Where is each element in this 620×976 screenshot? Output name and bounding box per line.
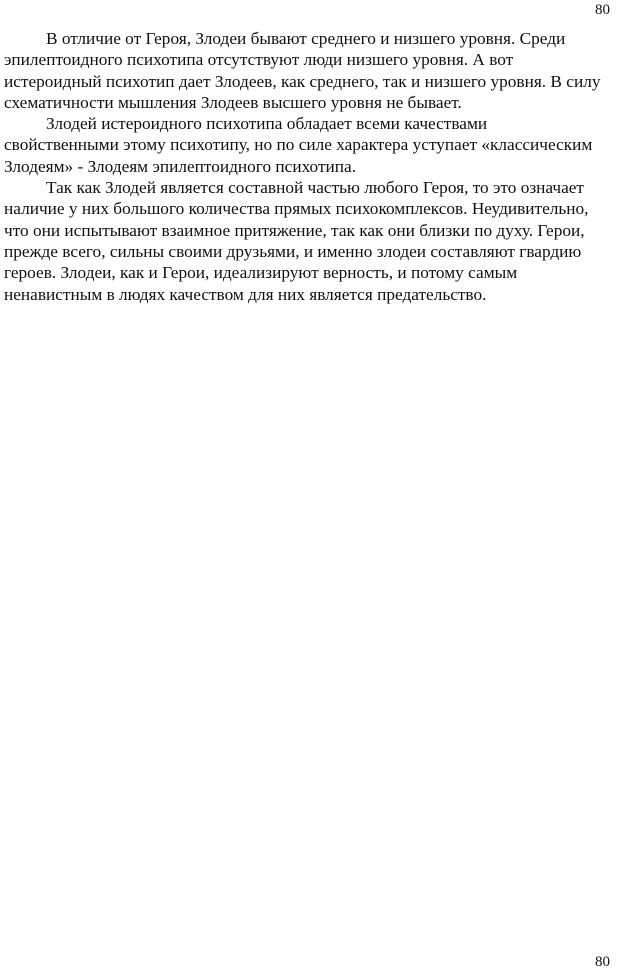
text-line: схематичности мышления Злодеев высшего уровня не бывает. bbox=[4, 92, 462, 112]
text-line: Злодеям» - Злодеям эпилептоидного психотипа. bbox=[4, 156, 357, 176]
text-line: что они испытывают взаимное притяжение, так как они близки по духу. Герои, bbox=[4, 220, 585, 240]
text-line: ненавистным в людях качеством для них является предательство. bbox=[4, 284, 487, 304]
paragraph bbox=[4, 113, 611, 177]
text-line: прежде всего, сильны своими друзьями, и именно злодеи составляют гвардию bbox=[4, 241, 582, 261]
page-number-bottom: 80 bbox=[595, 954, 610, 970]
text-line: Злодей истероидного психотипа обладает всеми качествами bbox=[46, 114, 488, 134]
text-line: героев. Злодеи, как и Герои, идеализируют верность, и потому самым bbox=[4, 263, 518, 283]
text-line: свойственными этому психотипу, но по силе характера уступает «классическим bbox=[4, 135, 593, 155]
body-text bbox=[4, 28, 611, 305]
paragraph bbox=[4, 28, 611, 113]
text-line: Так как Злодей является составной частью любого Героя, то это означает bbox=[46, 178, 584, 198]
page-number-top: 80 bbox=[595, 2, 610, 18]
text-line: наличие у них большого количества прямых психокомплексов. Неудивительно, bbox=[4, 199, 589, 219]
text-line: В отличие от Героя, Злодеи бывают среднего и низшего уровня. Среди bbox=[46, 29, 566, 48]
text-line: эпилептоидного психотипа отсутствуют люди низшего уровня. А вот bbox=[4, 50, 514, 70]
text-line: истероидный психотип дает Злодеев, как среднего, так и низшего уровня. В силу bbox=[4, 71, 601, 91]
paragraph bbox=[4, 177, 611, 305]
